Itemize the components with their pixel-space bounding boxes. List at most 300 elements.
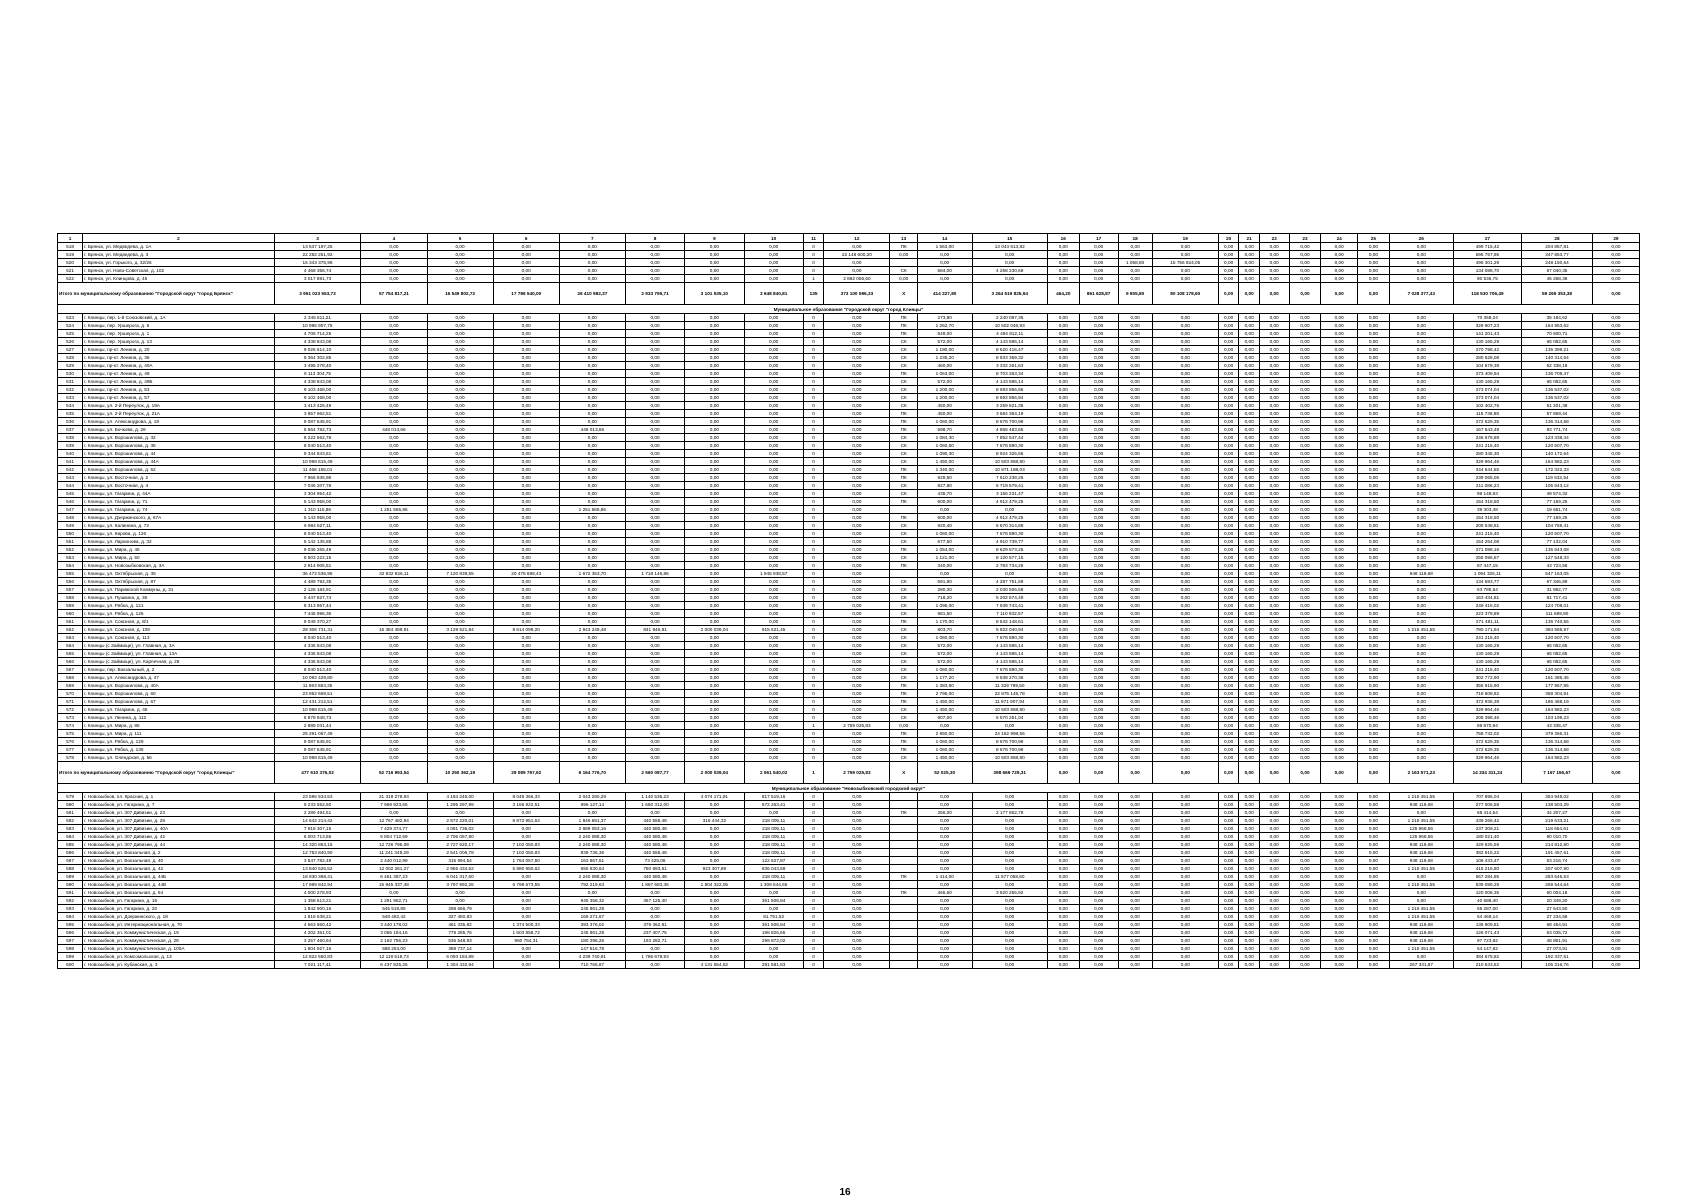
value-cell: 0,00 [559,530,625,538]
value-cell: 2 950,00 [917,730,972,738]
value-cell: 4 336 843,08 [274,642,361,650]
value-cell: 0,00 [1289,386,1321,394]
value-cell: ПК [890,330,917,338]
value-cell: 0,00 [493,618,559,626]
value-cell: 120 607,70 [1522,666,1593,674]
value-cell: 0,00 [685,434,744,442]
value-cell: 758 732,02 [1453,730,1521,738]
value-cell: 0,00 [427,378,493,386]
value-cell: 0,00 [1592,418,1639,426]
value-cell: 0,00 [1389,666,1453,674]
value-cell: 0,00 [1389,634,1453,642]
value-cell: 0,00 [361,275,427,283]
value-cell: СК [890,706,917,714]
value-cell: 499 715,42 [1453,243,1521,251]
total-value-cell: 9 805,80 [1118,283,1152,305]
value-cell: 0,00 [1079,466,1118,474]
value-cell: 0,00 [361,722,427,730]
value-cell: 0,00 [493,586,559,594]
value-cell [890,865,917,873]
value-cell: 0,00 [1592,330,1639,338]
value-cell: 271 088,16 [1453,546,1521,554]
value-cell: 9 026 614,10 [274,346,361,354]
address-cell: г. Клинцы, пер. Уршерога, д. 13 [83,338,275,346]
value-cell: 0,00 [559,746,625,754]
total-value-cell: Х [890,283,917,305]
value-cell: 0,00 [493,410,559,418]
value-cell: 5 822 040,94 [972,626,1047,634]
value-cell: 0,00 [1259,354,1289,362]
value-cell: 0,00 [1079,506,1118,514]
value-cell: 0,00 [1357,466,1389,474]
value-cell: 0,00 [1321,346,1357,354]
value-cell: 0,00 [1259,514,1289,522]
value-cell: 0,00 [559,362,625,370]
value-cell: 0,00 [1239,570,1260,578]
value-cell: 0,00 [824,338,890,346]
value-cell: 0,00 [1118,626,1152,634]
value-cell: 0,00 [1321,267,1357,275]
value-cell: 0,00 [1592,442,1639,450]
value-cell: 0,00 [1047,338,1079,346]
value-cell: 0,00 [1321,514,1357,522]
value-cell: 0,00 [1357,953,1389,961]
value-cell: 0,00 [625,402,684,410]
value-cell: 0,00 [1259,833,1289,841]
row-number-cell: 565 [58,650,83,658]
value-cell: 0,00 [685,634,744,642]
value-cell: 0,00 [493,498,559,506]
value-cell: 0,00 [824,841,890,849]
value-cell: 0,00 [1259,538,1289,546]
value-cell: 548 482,42 [361,913,427,921]
value-cell: 0,00 [1357,546,1389,554]
value-cell: 0,00 [1239,338,1260,346]
value-cell: 0,00 [1321,666,1357,674]
value-cell: 138 503,29 [1522,801,1593,809]
value-cell: 0,00 [625,243,684,251]
value-cell: 2 689 053,16 [559,825,625,833]
value-cell: 0,00 [1047,586,1079,594]
value-cell: 0,00 [917,929,972,937]
value-cell: 0,00 [427,674,493,682]
value-cell: 0,00 [1118,506,1152,514]
value-cell: 0,00 [1118,706,1152,714]
value-cell: 0,00 [1592,259,1639,267]
value-cell: 0,00 [1118,394,1152,402]
value-cell: 0 [803,322,824,330]
column-number-cell: 28 [1522,234,1593,243]
value-cell: 0,00 [625,450,684,458]
value-cell: 0,00 [1152,386,1218,394]
value-cell: 0,00 [427,450,493,458]
value-cell: 0,00 [685,602,744,610]
table-row [58,402,1640,410]
value-cell: 0,00 [1357,418,1389,426]
table-row [58,722,1640,730]
column-number-cell: 5 [427,234,493,243]
value-cell: 1 200,00 [917,386,972,394]
table-row [58,929,1640,937]
value-cell: 0,00 [361,522,427,530]
value-cell: 5 804 712,69 [361,833,427,841]
value-cell: 1 216 451,55 [1389,913,1453,921]
value-cell: 0,00 [493,354,559,362]
value-cell: 545 519,85 [361,905,427,913]
value-cell: 0,00 [1321,929,1357,937]
address-cell: г. Новозыбков, ул. Коммунистическая, д. 28 [83,937,275,945]
value-cell: 0,00 [1047,514,1079,522]
value-cell: 0,00 [1047,937,1079,945]
value-cell: 0,00 [824,267,890,275]
value-cell: 353 948,02 [1522,793,1593,801]
value-cell: 0,00 [1152,602,1218,610]
value-cell: 0,00 [685,362,744,370]
value-cell: 0,00 [1259,474,1289,482]
value-cell: 0,00 [1118,873,1152,881]
row-number-cell: 580 [58,801,83,809]
value-cell: 384 585,97 [1522,626,1593,634]
value-cell: 218 005,11 [744,873,803,881]
row-number-cell: 530 [58,370,83,378]
value-cell: 0,00 [972,897,1047,905]
value-cell: 1 094 326,11 [1453,570,1521,578]
value-cell: 0,00 [1389,362,1453,370]
value-cell: 600,00 [917,514,972,522]
total-value-cell: 2 561 540,02 [744,762,803,784]
value-cell: 1 060,00 [917,746,972,754]
value-cell: 0,00 [1218,857,1239,865]
value-cell: 0,00 [1321,730,1357,738]
value-cell: 0,00 [625,674,684,682]
value-cell: 0,00 [685,466,744,474]
row-number-cell: 589 [58,873,83,881]
value-cell: 0,00 [1357,746,1389,754]
address-cell: г. Клинцы, ул. Александрова, д. 47 [83,674,275,682]
value-cell: 5 447 827,74 [274,594,361,602]
value-cell: 8 040 513,40 [274,666,361,674]
value-cell: 0,00 [1079,857,1118,865]
section-row [58,305,1640,314]
total-value-cell: 2 560 087,77 [625,762,684,784]
value-cell: 0,00 [917,251,972,259]
value-cell: 0,00 [493,259,559,267]
value-cell: 0,00 [493,322,559,330]
value-cell: 0,00 [1239,275,1260,283]
value-cell: 0,00 [427,354,493,362]
value-cell: 0,00 [1289,610,1321,618]
value-cell: 0,00 [1047,666,1079,674]
value-cell: 0,00 [1118,267,1152,275]
value-cell: 0,00 [824,682,890,690]
value-cell [890,905,917,913]
value-cell: 0,00 [1289,578,1321,586]
value-cell: 0,00 [493,554,559,562]
value-cell: 0,00 [361,618,427,626]
total-value-cell: 52 716 993,54 [361,762,427,784]
value-cell: 180 298,26 [559,937,625,945]
row-number-cell: 581 [58,809,83,817]
row-number-cell: 596 [58,929,83,937]
value-cell: 0,00 [1079,722,1118,730]
value-cell: 0,00 [1152,546,1218,554]
value-cell: 0,00 [1321,386,1357,394]
address-cell: г. Клинцы, ул. Мира, д. 50 [83,554,275,562]
address-cell: г. Новозыбков, ул. Коммунистическая, д. 100А [83,945,275,953]
value-cell: 0,00 [1259,418,1289,426]
value-cell [890,801,917,809]
value-cell: 280,30 [917,586,972,594]
value-cell: 0,00 [1152,514,1218,522]
value-cell: 0,00 [824,602,890,610]
value-cell: 0,00 [559,418,625,426]
value-cell: 0,00 [361,259,427,267]
value-cell: 0,00 [1079,498,1118,506]
value-cell: 0,00 [625,650,684,658]
value-cell: 0,00 [1079,594,1118,602]
value-cell: 0,00 [1389,546,1453,554]
column-number-cell: 9 [685,234,744,243]
value-cell: 0,00 [824,706,890,714]
value-cell: 0,00 [1259,706,1289,714]
value-cell: 0,00 [1357,354,1389,362]
value-cell: 0,00 [1259,642,1289,650]
value-cell: 0,00 [1118,602,1152,610]
value-cell: 0,00 [1259,857,1289,865]
value-cell: 0,00 [1592,698,1639,706]
row-number-cell: 558 [58,594,83,602]
value-cell: 11 329 789,50 [972,682,1047,690]
value-cell: 0,00 [744,610,803,618]
value-cell: 0,00 [1389,602,1453,610]
value-cell: 2 796,00 [917,690,972,698]
address-cell: г. Новозыбков, ул. Интернациональная, д. 70 [83,921,275,929]
value-cell: 0,00 [1152,674,1218,682]
value-cell: 0,00 [685,897,744,905]
value-cell: 0,00 [493,466,559,474]
value-cell: 0,00 [1118,690,1152,698]
value-cell: 0,00 [1321,370,1357,378]
value-cell: 0,00 [1152,466,1218,474]
value-cell: 70 600,71 [1522,330,1593,338]
value-cell: 0,00 [685,498,744,506]
value-cell: 0,00 [1047,905,1079,913]
value-cell: 0,00 [1259,506,1289,514]
table-row [58,913,1640,921]
value-cell: 0,00 [1152,562,1218,570]
value-cell: 0,00 [1047,642,1079,650]
value-cell: 0 [803,562,824,570]
value-cell: 0,00 [625,730,684,738]
value-cell: 0,00 [1047,474,1079,482]
value-cell: 316 444,32 [685,817,744,825]
value-cell: 0,00 [1389,554,1453,562]
value-cell: 0,00 [1239,754,1260,762]
value-cell: 0,00 [972,833,1047,841]
value-cell: 0,00 [1152,857,1218,865]
value-cell: 0,00 [1592,817,1639,825]
value-cell: 355 915,90 [1453,682,1521,690]
value-cell: 0,00 [824,426,890,434]
value-cell: 0,00 [1218,458,1239,466]
row-number-cell: 542 [58,466,83,474]
value-cell: 0,00 [493,594,559,602]
value-cell: 0,00 [1321,857,1357,865]
value-cell: 0,00 [1152,370,1218,378]
value-cell: 10 503 868,80 [972,706,1047,714]
value-cell: 0,00 [1389,746,1453,754]
value-cell: 0,00 [493,746,559,754]
value-cell: 0,00 [1218,554,1239,562]
value-cell: 7 110 932,57 [972,610,1047,618]
value-cell: 0,00 [824,873,890,881]
value-cell: 0,00 [1289,841,1321,849]
value-cell: 0,00 [559,370,625,378]
value-cell: 0,00 [1321,322,1357,330]
value-cell: 273 074,04 [1453,394,1521,402]
table-row [58,746,1640,754]
value-cell: 0,00 [744,243,803,251]
value-cell: 0,00 [1289,738,1321,746]
value-cell: 0,00 [1079,394,1118,402]
value-cell: 2 289 494,51 [274,809,361,817]
value-cell: 0,00 [361,730,427,738]
value-cell: 0,00 [1289,881,1321,889]
value-cell: 0,00 [744,490,803,498]
value-cell: 0,00 [1079,554,1118,562]
value-cell: 0,00 [427,586,493,594]
value-cell: 0,00 [1152,346,1218,354]
value-cell: 315 994,54 [427,857,493,865]
value-cell: 0,00 [1357,793,1389,801]
value-cell: 0,00 [361,434,427,442]
value-cell: 0,00 [1321,538,1357,546]
value-cell: 1 251 565,86 [559,506,625,514]
value-cell: 7 102 050,83 [493,849,559,857]
value-cell: 0,00 [824,490,890,498]
value-cell: ПК [890,418,917,426]
value-cell: 0,00 [824,945,890,953]
value-cell: 0,00 [1321,961,1357,969]
value-cell: 0,00 [1592,714,1639,722]
address-cell: г. Клинцы, ул. Ворошилова, д. 67 [83,698,275,706]
value-cell: 123 338,44 [1522,434,1593,442]
value-cell: 0,00 [1389,562,1453,570]
value-cell: 0,00 [1592,953,1639,961]
value-cell: 0,00 [625,945,684,953]
value-cell: 0,00 [1259,402,1289,410]
value-cell: 0,00 [1239,562,1260,570]
value-cell: 0,00 [685,538,744,546]
value-cell: 1 190,00 [917,346,972,354]
value-cell: 0,00 [1239,626,1260,634]
value-cell: 0,00 [1118,370,1152,378]
value-cell: 102 402,76 [1453,402,1521,410]
value-cell: 0,00 [824,953,890,961]
value-cell: 0,00 [1289,913,1321,921]
value-cell: 0,00 [824,354,890,362]
value-cell: 0,00 [1218,426,1239,434]
value-cell: 0,00 [361,514,427,522]
value-cell: 7 969 923,65 [361,801,427,809]
value-cell: 0 [803,610,824,618]
value-cell: 0,00 [1389,370,1453,378]
value-cell: 0,00 [1321,410,1357,418]
value-cell: 0,00 [1079,275,1118,283]
value-cell: 3 684 354,19 [972,410,1047,418]
total-value-cell: 3 101 535,10 [685,283,744,305]
value-cell: 172 322,33 [1522,466,1593,474]
value-cell: 0,00 [685,402,744,410]
table-row [58,314,1640,322]
value-cell: 0,00 [685,578,744,586]
value-cell: 0,00 [824,570,890,578]
value-cell: 0,00 [1218,650,1239,658]
value-cell: 572,00 [917,658,972,666]
value-cell: 0,00 [1152,650,1218,658]
value-cell: 0,00 [1321,330,1357,338]
row-number-cell: 557 [58,586,83,594]
value-cell: 707 896,04 [1453,793,1521,801]
value-cell: 0,00 [427,809,493,817]
value-cell: 4 143 595,14 [972,642,1047,650]
value-cell: 0,00 [685,690,744,698]
value-cell: 118 654,61 [1522,825,1593,833]
value-cell: 163 434,81 [1453,594,1521,602]
row-number-cell: 539 [58,442,83,450]
value-cell: 0,00 [427,442,493,450]
value-cell: 0,00 [744,426,803,434]
value-cell: 0,00 [361,578,427,586]
value-cell: СК [890,594,917,602]
value-cell: 1 060,00 [917,738,972,746]
value-cell: 0,00 [559,889,625,897]
value-cell: 1 846 691,37 [559,817,625,825]
value-cell: 0,00 [685,706,744,714]
row-number-cell: 584 [58,833,83,841]
value-cell: 136 709,47 [1522,370,1593,378]
value-cell: 0,00 [1592,674,1639,682]
value-cell: 0,00 [559,243,625,251]
value-cell: 0,00 [917,905,972,913]
value-cell: 0,00 [1239,586,1260,594]
value-cell: 136 537,02 [1522,394,1593,402]
value-cell: 0 [803,338,824,346]
value-cell: 0,00 [1592,314,1639,322]
value-cell: 0,00 [1079,889,1118,897]
value-cell: 0,00 [1118,865,1152,873]
value-cell: 120 607,70 [1522,530,1593,538]
table-row [58,434,1640,442]
value-cell: 0,00 [1218,498,1239,506]
table-row [58,243,1640,251]
value-cell: 0,00 [1321,578,1357,586]
value-cell: 0,00 [361,754,427,762]
value-cell: 1 945 938,57 [744,570,803,578]
address-cell: г. Клинцы, ул. Восточная, д. 4 [83,482,275,490]
table-row [58,442,1640,450]
value-cell [890,841,917,849]
value-cell: 0,00 [1259,618,1289,626]
value-cell: 0,00 [1218,514,1239,522]
value-cell: 9 113 304,75 [274,370,361,378]
value-cell: 0,00 [1047,953,1079,961]
value-cell: 0,00 [1259,817,1289,825]
value-cell: 12 822 550,83 [274,953,361,961]
value-cell: 0,00 [625,738,684,746]
value-cell: 0,00 [1592,706,1639,714]
value-cell: 0,00 [1218,690,1239,698]
